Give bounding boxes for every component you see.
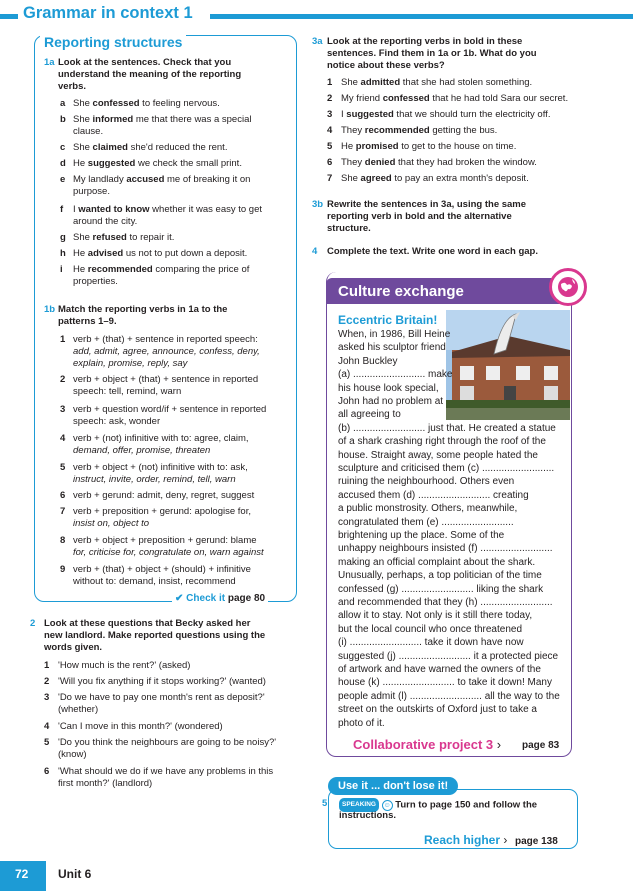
culture-exchange-title: Culture exchange	[338, 283, 464, 300]
speaking-icon: ☺	[383, 801, 391, 809]
speaking-badge: SPEAKING	[339, 798, 379, 812]
unit-label: Unit 6	[58, 867, 92, 881]
instruction-line: Look at these questions that Becky asked her	[44, 618, 251, 629]
reach-higher-link[interactable]: Reach higher ›	[420, 833, 511, 847]
collaborative-project-link[interactable]: Collaborative project 3 ›	[353, 737, 502, 752]
chevron-right-icon: ›	[496, 737, 502, 752]
instruction-line: sentences. Find them in 1a or 1b. What do you	[327, 48, 537, 59]
globe-icon	[549, 268, 587, 306]
instruction-line: verbs.	[58, 81, 86, 92]
shark-house-photo	[446, 310, 570, 420]
instruction-line: reporting verb in bold and the alternative	[327, 211, 512, 222]
instruction-line: instructions.	[339, 810, 397, 821]
exercise-number: 5	[322, 798, 328, 809]
instruction-line: words given.	[44, 642, 103, 653]
reporting-structures-title: Reporting structures	[40, 34, 186, 50]
instruction-line: notice about these verbs?	[327, 60, 445, 71]
article-subtitle: Eccentric Britain!	[338, 313, 438, 327]
exercise-number: 2	[30, 618, 36, 629]
exercise-number: 3b	[312, 199, 324, 210]
instruction-line: new landlord. Make reported questions using the	[44, 630, 266, 641]
instruction-line: understand the meaning of the reporting	[58, 69, 242, 80]
instruction-line: Rewrite the sentences in 3a, using the same	[327, 199, 527, 210]
use-it-heading: Use it ... don't lose it!	[328, 777, 458, 795]
instruction-line: Look at the sentences. Check that you	[58, 57, 232, 68]
header-rule-right	[210, 14, 633, 19]
reach-higher-page: page 138	[515, 836, 558, 847]
check-circle-icon: ✔	[175, 593, 184, 604]
header-rule-left	[0, 14, 18, 19]
chevron-right-icon: ›	[503, 833, 508, 847]
instruction-line: Look at the reporting verbs in bold in these	[327, 36, 523, 47]
exercise-number: 4	[312, 246, 318, 257]
exercise-number: 1a	[44, 57, 55, 68]
exercise-number: 1b	[44, 304, 56, 315]
instruction-line: structure.	[327, 223, 371, 234]
exercise-number: 3a	[312, 36, 323, 47]
instruction-line: Turn to page 150 and follow the	[395, 799, 538, 811]
collaborative-project-page: page 83	[522, 740, 560, 751]
page-title: Grammar in context 1	[23, 4, 193, 22]
page-number: 72	[15, 867, 29, 881]
instruction-line: Match the reporting verbs in 1a to the	[58, 304, 228, 315]
check-it-link[interactable]: ✔ Check it page 80	[172, 593, 268, 604]
instruction-line: patterns 1–9.	[58, 316, 117, 327]
instruction-line: Complete the text. Write one word in each gap.	[327, 246, 538, 257]
